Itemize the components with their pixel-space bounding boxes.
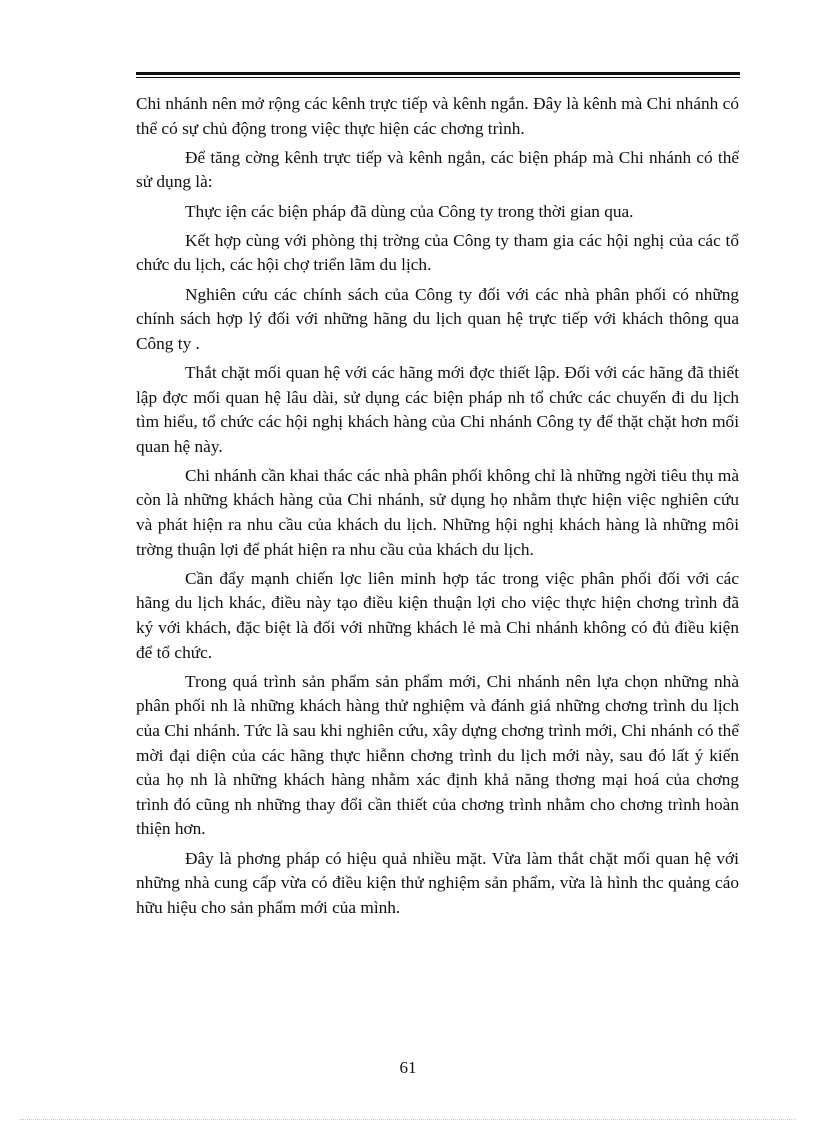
paragraph: Trong quá trình sản phẩm sản phẩm mới, Chi nhánh nên lựa chọn những nhà phân phối nh là những khách hàng thử nghiệm và đánh giá những chơng trình du lịch của Chi nhánh. Tức là sau khi nghiên cứu, xây dựng chơng trình mới, Chi nhánh có thể mời đại diện của các hãng thực hiễnn chơng trình du lịch mới này, sau đó lất ý kiến của họ nh là những khách hàng nhằm xác định khả năng thơng mại hoá của chơng trình đó cũng nh những thay đổi cần thiết của chơng trình nhằm cho chơng trình hoàn thiện hơn. xyxy=(136,671,739,839)
footer-dotted-line xyxy=(20,1119,796,1121)
header-rule-thin xyxy=(136,77,740,78)
paragraph: Kết hợp cùng với phòng thị trờng của Công ty tham gia các hội nghị của các tổ chức du lịch, các hội chợ triển lãm du lịch. xyxy=(136,230,739,275)
paragraph: Để tăng cờng kênh trực tiếp và kênh ngắn, các biện pháp mà Chi nhánh có thể sử dụng là: xyxy=(136,147,739,192)
paragraph: Thắt chặt mối quan hệ với các hãng mới đợc thiết lập. Đối với các hãng đã thiết lập đợc mối quan hệ lâu dài, sử dụng các biện pháp nh tổ chức các chuyến đi du lịch tìm hiểu, tổ chức các hội nghị khách hàng của Chi nhánh Công ty để thặt chặt hơn mối quan hệ này. xyxy=(136,362,739,456)
paragraph: Nghiên cứu các chính sách của Công ty đối với các nhà phân phối có những chính sách hợp lý đối với những hãng du lịch quan hệ trực tiếp với khách thông qua Công ty . xyxy=(136,284,739,353)
paragraph: Đây là phơng pháp có hiệu quả nhiều mặt. Vừa làm thắt chặt mối quan hệ với những nhà cung cấp vừa có điều kiện thử nghiệm sản phẩm, vừa là hình thc quảng cáo hữu hiệu cho sản phẩm mới của mình. xyxy=(136,848,739,917)
paragraph: Thực iện các biện pháp đã dùng của Công ty trong thời gian qua. xyxy=(185,201,634,221)
paragraph: Chi nhánh cần khai thác các nhà phân phối không chỉ là những ngời tiêu thụ mà còn là những khách hàng của Chi nhánh, sử dụng họ nhằm thực hiện việc nghiên cứu và phát hiện ra nhu cầu của khách du lịch. Những hội nghị khách hàng là những môi trờng thuận lợi để phát hiện ra nhu cầu của khách du lịch. xyxy=(136,465,739,559)
body-text xyxy=(136,92,739,925)
header-rule-thick xyxy=(136,72,740,75)
page-number: 61 xyxy=(399,1058,417,1077)
paragraph: Chi nhánh nên mở rộng các kênh trực tiếp và kênh ngắn. Đây là kênh mà Chi nhánh có thể có sự chủ động trong việc thực hiện các chơng trình. xyxy=(136,94,739,138)
paragraph: Cần đẩy mạnh chiến lợc liên minh hợp tác trong việc phân phối đối với các hãng du lịch khác, điều này tạo điều kiện thuận lợi cho việc thực hiện chơng trình đã ký với khách, đặc biệt là đối với những khách lẻ mà Chi nhánh không có đủ điều kiện để tổ chức. xyxy=(136,568,739,662)
